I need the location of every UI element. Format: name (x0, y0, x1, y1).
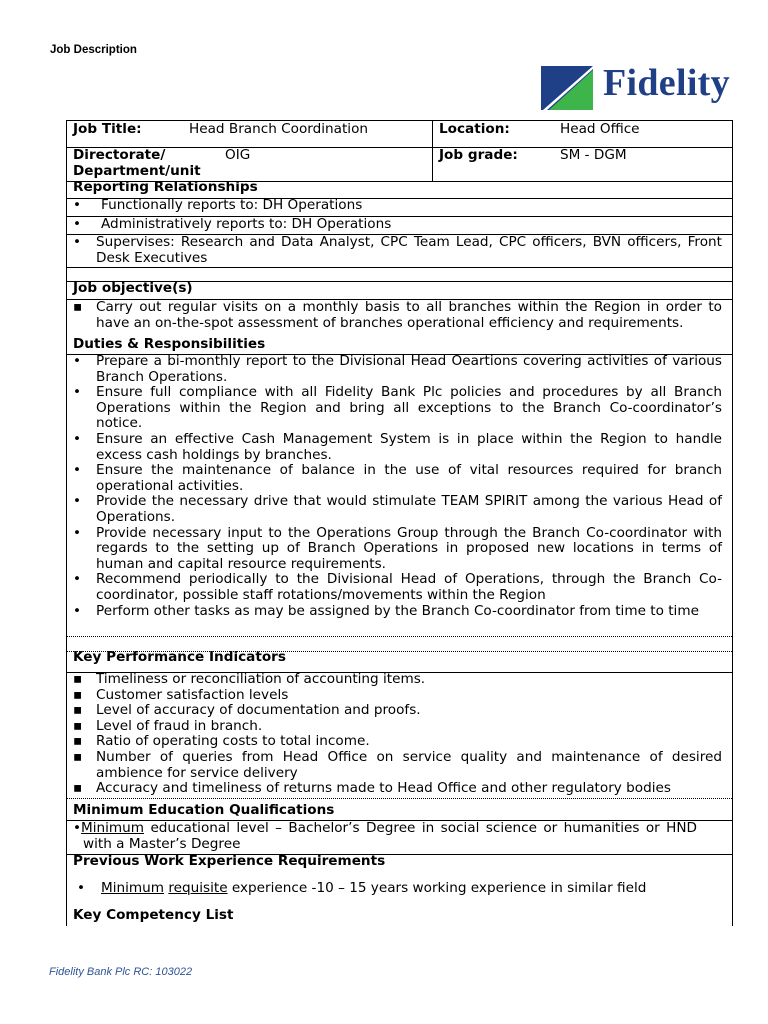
list-item: • Prepare a bi-monthly report to the Divisional Head Oeartions covering activities of various Branch Operations. (73, 353, 722, 385)
logo-mark-icon (541, 66, 593, 110)
directorate-label: Directorate/ Department/unit (73, 147, 201, 179)
list-item: ▪ Carry out regular visits on a monthly basis to all branches within the Region in order to have an on-the-spot assessment of branches operational efficiency and requirements. (73, 299, 722, 331)
education-heading: Minimum Education Qualifications (73, 802, 335, 818)
list-item: • Ensure full compliance with all Fidelity Bank Plc policies and procedures by all Branch Operations within the Region and bring all exceptions to the Branch Co-coordinator’s notice. (73, 384, 722, 432)
reporting-functional (73, 198, 722, 214)
list-item: ▪ Accuracy and timeliness of returns made to Head Office and other regulatory bodies (73, 780, 671, 797)
list-item: • Ensure the maintenance of balance in the use of vital resources required for branch operational activities. (73, 462, 722, 494)
kpi-list (73, 672, 722, 797)
duties-heading: Duties & Responsibilities (73, 336, 266, 352)
list-item: • Recommend periodically to the Divisional Head of Operations, through the Branch Co-coordinator, possible staff rotations/movements within the Region (73, 571, 722, 603)
duties-list (73, 354, 722, 619)
list-item: ▪ Level of accuracy of documentation and proofs. (73, 702, 421, 719)
job-title-label: Job Title: (73, 121, 142, 137)
list-item: ▪ Number of queries from Head Office on service quality and maintenance of desired ambience for service delivery (73, 748, 722, 781)
list-item: ▪ Ratio of operating costs to total income. (73, 733, 370, 750)
objective-list (73, 300, 722, 331)
job-objective-heading: Job objective(s) (73, 280, 193, 296)
list-item: ▪ Level of fraud in branch. (73, 717, 263, 734)
list-item: • Administratively reports to: DH Operations (73, 216, 392, 232)
list-item: • Provide necessary input to the Operations Group through the Branch Co-coordinator with regards to the setting up of Branch Operations in proposed new locations in terms of human and capital resource requirements. (73, 524, 722, 572)
location-label: Location: (439, 121, 510, 137)
list-item: • Perform other tasks as may be assigned by the Branch Co-coordinator from time to time (73, 602, 699, 619)
experience-item: • Minimum requisite experience -10 – 15 years working experience in similar field (77, 880, 647, 896)
document-heading: Job Description (50, 44, 137, 56)
list-item: • Supervises: Research and Data Analyst, CPC Team Lead, CPC officers, BVN officers, Front Desk Executives (73, 234, 722, 266)
job-title-value: Head Branch Coordination (189, 121, 369, 137)
list-item: ▪ Timeliness or reconciliation of accounting items. (73, 671, 426, 687)
job-description-table (66, 120, 733, 926)
location-value: Head Office (560, 121, 640, 137)
list-item: ▪ Customer satisfaction levels (73, 686, 289, 703)
list-item: • Provide the necessary drive that would stimulate TEAM SPIRIT among the various Head of Operations. (73, 493, 722, 525)
directorate-value: OIG (225, 147, 251, 163)
reporting-administrative (73, 217, 722, 233)
experience-heading: Previous Work Experience Requirements (73, 853, 386, 869)
reporting-supervises (73, 235, 722, 266)
logo-wordmark: Fidelity (603, 62, 730, 104)
list-item: • Ensure an effective Cash Management System is in place within the Region to handle excess cash holdings by branches. (73, 430, 722, 463)
education-item: •Minimum educational level – Bachelor’s Degree in social science or humanities or HND with a Master’s Degree (73, 820, 697, 852)
list-item: • Functionally reports to: DH Operations (73, 197, 363, 213)
job-grade-label: Job grade: (439, 147, 518, 163)
key-competency-heading: Key Competency List (73, 907, 234, 923)
reporting-heading: Reporting Relationships (73, 179, 258, 195)
fidelity-logo (541, 62, 731, 110)
kpi-heading: Key Performance Indicators (73, 649, 286, 665)
job-grade-value: SM - DGM (560, 147, 627, 163)
footer-company-info: Fidelity Bank Plc RC: 103022 (49, 966, 193, 978)
